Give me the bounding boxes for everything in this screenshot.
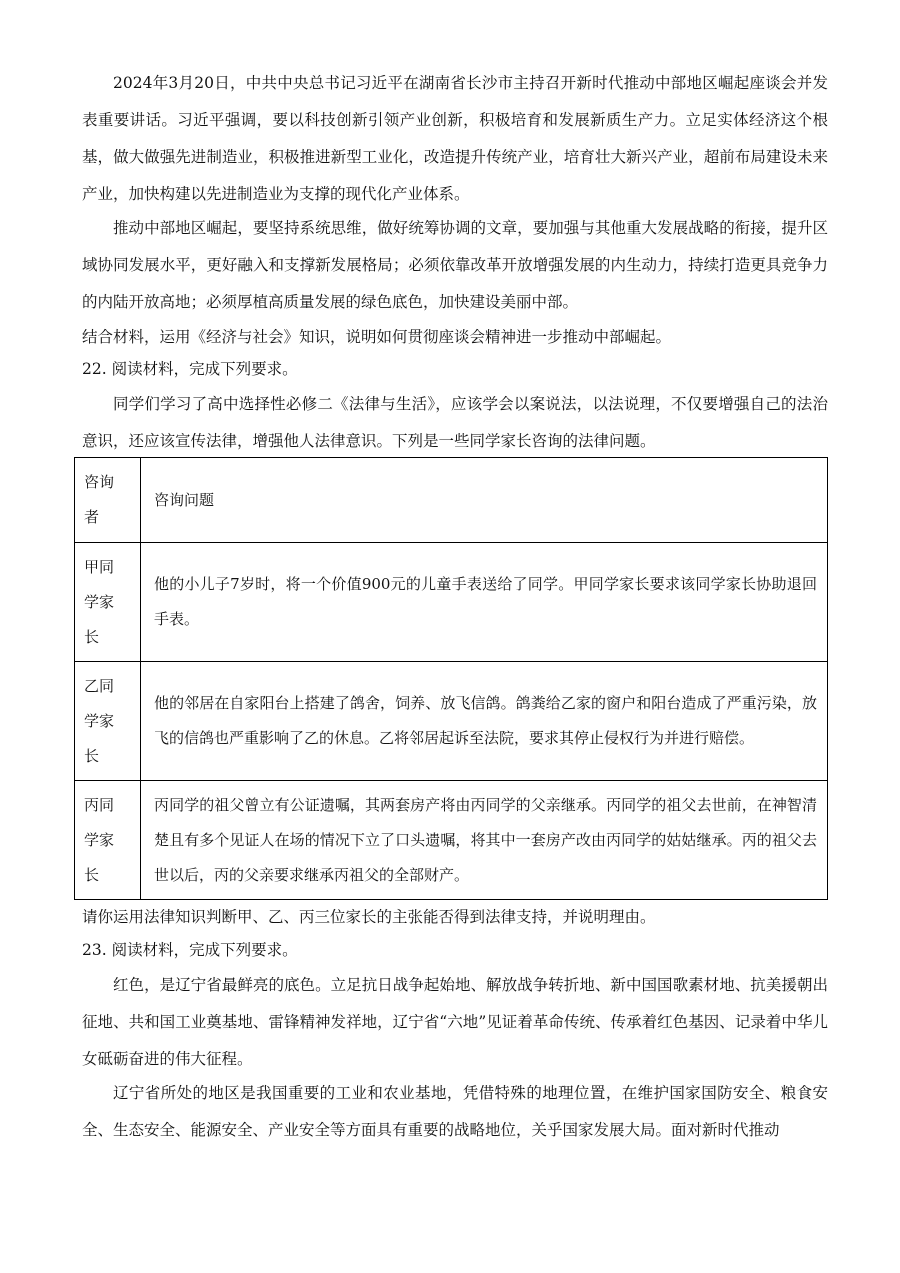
table-row — [75, 543, 828, 662]
table-row — [75, 781, 828, 900]
question-cell: 他的邻居在自家阳台上搭建了鸽舍，饲养、放飞信鸽。鸽粪给乙家的窗户和阳台造成了严重污染，放飞的信鸽也严重影响了乙的休息。乙将邻居起诉至法院，要求其停止侵权行为并进行赔偿。 — [141, 662, 828, 781]
consultant-cell: 甲同学家长 — [75, 543, 141, 662]
q21-task: 结合材料，运用《经济与社会》知识，说明如何贯彻座谈会精神进一步推动中部崛起。 — [82, 328, 672, 346]
consultant-cell: 丙同学家长 — [75, 781, 141, 900]
question-cell: 他的小儿子7岁时，将一个价值900元的儿童手表送给了同学。甲同学家长要求该同学家长协助退回手表。 — [141, 543, 828, 662]
material-paragraph-2: 推动中部地区崛起，要坚持系统思维，做好统筹协调的文章，要加强与其他重大发展战略的衔接，提升区域协同发展水平，更好融入和支撑新发展格局；必须依靠改革开放增强发展的内生动力，持续打造更具竞争力的内陆开放高地；必须厚植高质量发展的绿色底色，加快建设美丽中部。 — [82, 219, 828, 311]
header-question-cell: 咨询问题 — [141, 458, 828, 543]
q22-task: 请你运用法律知识判断甲、乙、丙三位家长的主张能否得到法律支持，并说明理由。 — [82, 908, 656, 926]
q22-intro: 同学们学习了高中选择性必修二《法律与生活》，应该学会以案说法，以法说理，不仅要增强自己的法治意识，还应该宣传法律，增强他人法律意识。下列是一些同学家长咨询的法律问题。 — [82, 395, 828, 450]
table-row — [75, 662, 828, 781]
consultation-table — [74, 457, 828, 900]
q22-heading: 22. 阅读材料，完成下列要求。 — [82, 360, 298, 378]
material-paragraph-1: 2024年3月20日，中共中央总书记习近平在湖南省长沙市主持召开新时代推动中部地区崛起座谈会并发表重要讲话。习近平强调，要以科技创新引领产业创新，积极培育和发展新质生产力。立足实体经济这个根基，做大做强先进制造业，积极推进新型工业化，改造提升传统产业，培育壮大新兴产业，超前布局建设未来产业，加快构建以先进制造业为支撑的现代化产业体系。 — [82, 74, 828, 203]
q23-heading: 23. 阅读材料，完成下列要求。 — [82, 941, 298, 959]
table-header-row — [75, 458, 828, 543]
q23-paragraph-1: 红色，是辽宁省最鲜亮的底色。立足抗日战争起始地、解放战争转折地、新中国国歌素材地、抗美援朝出征地、共和国工业奠基地、雷锋精神发祥地，辽宁省“六地”见证着革命传统、传承着红色基因、记录着中华儿女砥砺奋进的伟大征程。 — [82, 976, 828, 1068]
q23-paragraph-2: 辽宁省所处的地区是我国重要的工业和农业基地，凭借特殊的地理位置，在维护国家国防安全、粮食安全、生态安全、能源安全、产业安全等方面具有重要的战略地位，关乎国家发展大局。面对新时代推动 — [82, 1084, 828, 1139]
consultant-cell: 乙同学家长 — [75, 662, 141, 781]
question-cell: 丙同学的祖父曾立有公证遗嘱，其两套房产将由丙同学的父亲继承。丙同学的祖父去世前，在神智清楚且有多个见证人在场的情况下立了口头遗嘱，将其中一套房产改由丙同学的姑姑继承。丙的祖父去世以后，丙的父亲要求继承丙祖父的全部财产。 — [141, 781, 828, 900]
header-consultant-cell: 咨询者 — [75, 458, 141, 543]
